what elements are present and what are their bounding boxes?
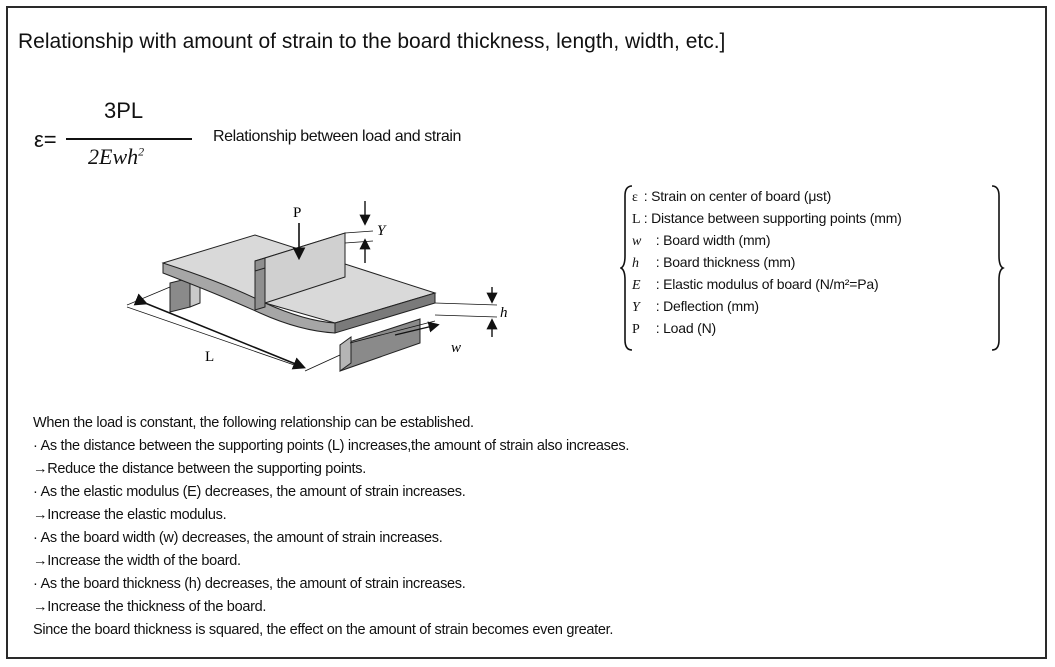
page-title: Relationship with amount of strain to the board thickness, length, width, etc.] [18,30,726,53]
body-line: · As the elastic modulus (E) decreases, the amount of strain increases. [33,484,466,500]
deflection-ref-line-bottom [345,241,373,243]
body-line: →Increase the width of the board. [33,553,241,569]
formula-fraction-bar [66,138,192,140]
formula-denominator-base: 2Ewh [88,144,139,169]
formula-denominator-exponent: 2 [138,144,145,159]
explanation-text [33,412,629,642]
legend-text: : Board thickness (mm) [652,254,796,270]
span-ref-line-right [305,355,340,371]
body-line: Since the board thickness is squared, the effect on the amount of strain becomes even greater. [33,622,614,638]
legend-item [632,232,770,250]
formula-numerator: 3PL [104,98,144,123]
legend-symbol: P [632,322,640,337]
legend-item [632,320,716,338]
legend-item [632,188,831,206]
legend-symbol: Y [632,300,640,315]
body-line: →Increase the thickness of the board. [33,599,267,615]
legend-symbol: L [632,212,641,227]
legend-symbol: ε [632,190,638,205]
label-h: h [500,305,508,321]
symbol-legend [620,184,1010,354]
formula-denominator [88,144,144,170]
body-line: →Reduce the distance between the supporting points. [33,461,366,477]
legend-item [632,298,759,316]
legend-text: : Deflection (mm) [652,298,759,314]
label-Y: Y [377,223,386,239]
formula-caption: Relationship between load and strain [213,128,461,145]
legend-text: : Elastic modulus of board (N/m²=Pa) [652,276,879,292]
beam-bending-diagram [115,195,525,385]
legend-item [632,254,795,272]
deflection-ref-line-top [345,231,373,233]
legend-text: : Board width (mm) [652,232,771,248]
label-P: P [293,205,302,221]
body-line: When the load is constant, the following relationship can be established. [33,415,474,431]
body-line: · As the board width (w) decreases, the amount of strain increases. [33,530,443,546]
legend-text: : Distance between supporting points (mm) [640,210,902,226]
formula-lhs: ε= [34,127,57,152]
body-line: · As the board thickness (h) decreases, the amount of strain increases. [33,576,466,592]
legend-item [632,276,878,294]
legend-symbol: h [632,256,639,271]
thickness-ref-line-bottom [435,315,497,317]
legend-symbol: w [632,234,642,249]
legend-text: : Strain on center of board (μst) [640,188,832,204]
span-ref-line-left [127,287,170,305]
label-w: w [451,340,462,356]
legend-symbol: E [632,278,641,293]
label-L: L [205,349,215,365]
thickness-ref-line-top [435,303,497,305]
legend-text: : Load (N) [652,320,716,336]
body-line: · As the distance between the supporting points (L) increases,the amount of strain also increases. [33,438,630,454]
body-line: →Increase the elastic modulus. [33,507,227,523]
legend-item [632,210,902,228]
